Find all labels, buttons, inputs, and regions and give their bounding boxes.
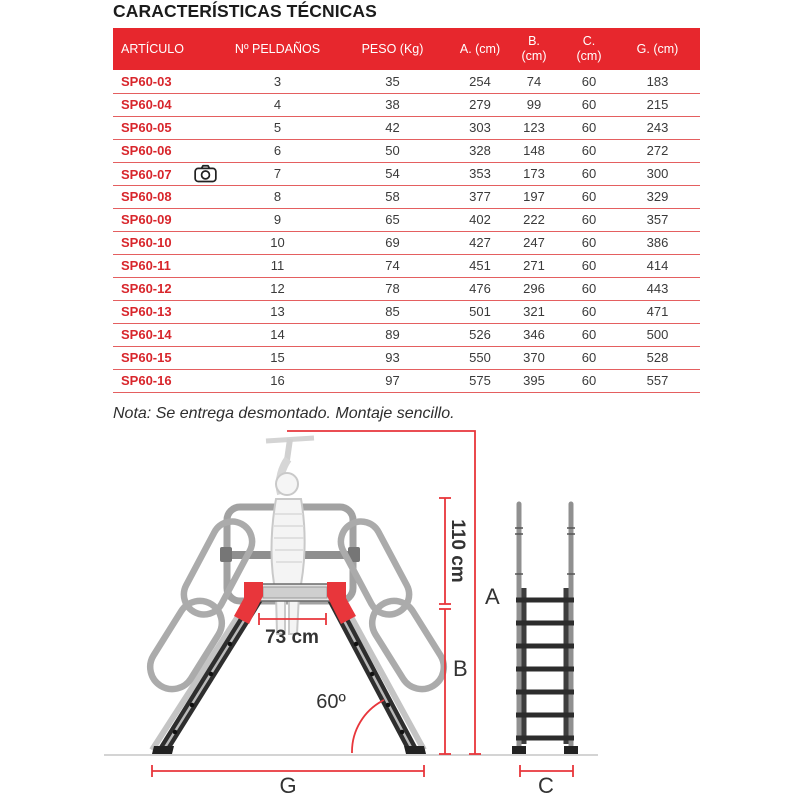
cell-a: 353 xyxy=(455,162,505,185)
table-row xyxy=(113,254,700,277)
cell-b: 173 xyxy=(505,162,563,185)
cell-a: 328 xyxy=(455,139,505,162)
column-header xyxy=(330,28,455,70)
side-ladder-rungs xyxy=(516,600,574,738)
cell-articulo xyxy=(113,346,225,369)
cell-peso: 93 xyxy=(330,346,455,369)
cell-peso: 97 xyxy=(330,369,455,392)
cell-c: 60 xyxy=(563,139,615,162)
cell-articulo xyxy=(113,254,225,277)
column-header-label: Nº PELDAÑOS xyxy=(234,41,321,56)
cell-g: 386 xyxy=(615,231,700,254)
table-row xyxy=(113,277,700,300)
cell-c: 60 xyxy=(563,116,615,139)
table-row xyxy=(113,323,700,346)
article-code: SP60-11 xyxy=(121,258,171,273)
cell-b: 370 xyxy=(505,346,563,369)
cell-a: 279 xyxy=(455,93,505,116)
cell-g: 357 xyxy=(615,208,700,231)
column-header-label: C. (cm) xyxy=(576,34,602,63)
table-row xyxy=(113,300,700,323)
column-header xyxy=(563,28,615,70)
cell-c: 60 xyxy=(563,254,615,277)
column-header xyxy=(455,28,505,70)
column-header xyxy=(505,28,563,70)
cell-peldanos: 4 xyxy=(225,93,330,116)
cell-b: 222 xyxy=(505,208,563,231)
spec-table xyxy=(113,28,700,393)
cell-articulo xyxy=(113,300,225,323)
column-header xyxy=(225,28,330,70)
assembly-note: Nota: Se entrega desmontado. Montaje sencillo. xyxy=(113,405,455,422)
cell-articulo xyxy=(113,369,225,392)
table-row xyxy=(113,231,700,254)
article-code: SP60-03 xyxy=(121,73,172,89)
ladder-diagram xyxy=(0,428,800,800)
page-title: CARACTERÍSTICAS TÉCNICAS xyxy=(113,1,377,21)
cell-a: 526 xyxy=(455,323,505,346)
cell-c: 60 xyxy=(563,70,615,93)
cell-g: 329 xyxy=(615,185,700,208)
cell-articulo xyxy=(113,93,225,116)
cell-b: 395 xyxy=(505,369,563,392)
cell-peso: 78 xyxy=(330,277,455,300)
table-row xyxy=(113,116,700,139)
article-code: SP60-14 xyxy=(121,327,172,342)
ladder-side-view xyxy=(512,504,578,754)
cell-c: 60 xyxy=(563,185,615,208)
article-code: SP60-12 xyxy=(121,281,172,296)
cell-g: 528 xyxy=(615,346,700,369)
table-row xyxy=(113,70,700,93)
cell-articulo xyxy=(113,70,225,93)
cell-articulo xyxy=(113,323,225,346)
article-code: SP60-04 xyxy=(121,97,172,112)
cell-b: 99 xyxy=(505,93,563,116)
article-code: SP60-10 xyxy=(121,235,172,250)
cell-c: 60 xyxy=(563,300,615,323)
table-row xyxy=(113,185,700,208)
table-row xyxy=(113,139,700,162)
cell-g: 243 xyxy=(615,116,700,139)
cell-b: 74 xyxy=(505,70,563,93)
cell-b: 296 xyxy=(505,277,563,300)
cell-peldanos: 12 xyxy=(225,277,330,300)
cell-peso: 58 xyxy=(330,185,455,208)
cell-peldanos: 11 xyxy=(225,254,330,277)
column-header-label: ARTÍCULO xyxy=(121,41,184,56)
cell-c: 60 xyxy=(563,162,615,185)
cell-a: 550 xyxy=(455,346,505,369)
camera-icon[interactable] xyxy=(194,164,217,183)
cell-b: 247 xyxy=(505,231,563,254)
cell-peldanos: 6 xyxy=(225,139,330,162)
cell-peso: 50 xyxy=(330,139,455,162)
cell-peldanos: 14 xyxy=(225,323,330,346)
cell-a: 427 xyxy=(455,231,505,254)
article-code: SP60-05 xyxy=(121,120,172,135)
cell-c: 60 xyxy=(563,323,615,346)
cell-a: 451 xyxy=(455,254,505,277)
cell-c: 60 xyxy=(563,346,615,369)
dim-b-label: B xyxy=(453,656,468,681)
article-code: SP60-08 xyxy=(121,189,172,204)
dim-c-label: C xyxy=(538,773,554,798)
cell-g: 183 xyxy=(615,70,700,93)
cell-g: 443 xyxy=(615,277,700,300)
cell-c: 60 xyxy=(563,93,615,116)
article-code: SP60-13 xyxy=(121,304,172,319)
cell-g: 471 xyxy=(615,300,700,323)
cell-articulo xyxy=(113,185,225,208)
cell-b: 148 xyxy=(505,139,563,162)
cell-peldanos: 15 xyxy=(225,346,330,369)
cell-peldanos: 5 xyxy=(225,116,330,139)
header-row xyxy=(113,28,700,70)
cell-peso: 69 xyxy=(330,231,455,254)
column-header-label: G. (cm) xyxy=(636,41,679,56)
cell-b: 197 xyxy=(505,185,563,208)
cell-peso: 35 xyxy=(330,70,455,93)
cell-b: 271 xyxy=(505,254,563,277)
cell-g: 500 xyxy=(615,323,700,346)
cell-b: 123 xyxy=(505,116,563,139)
article-code: SP60-09 xyxy=(121,212,172,227)
table-header xyxy=(113,28,700,70)
cell-peldanos: 16 xyxy=(225,369,330,392)
table-row xyxy=(113,208,700,231)
cell-g: 272 xyxy=(615,139,700,162)
cell-g: 414 xyxy=(615,254,700,277)
cell-peso: 54 xyxy=(330,162,455,185)
cell-c: 60 xyxy=(563,369,615,392)
cell-a: 402 xyxy=(455,208,505,231)
cell-peso: 74 xyxy=(330,254,455,277)
angle-label: 60º xyxy=(316,691,346,713)
article-code: SP60-15 xyxy=(121,350,172,365)
cell-articulo xyxy=(113,116,225,139)
cell-a: 476 xyxy=(455,277,505,300)
dim-73-label: 73 cm xyxy=(265,627,319,648)
cell-articulo xyxy=(113,277,225,300)
cell-g: 300 xyxy=(615,162,700,185)
cell-peso: 85 xyxy=(330,300,455,323)
column-header xyxy=(113,28,225,70)
article-code: SP60-06 xyxy=(121,143,172,158)
cell-peso: 65 xyxy=(330,208,455,231)
cell-peso: 89 xyxy=(330,323,455,346)
cell-a: 377 xyxy=(455,185,505,208)
cell-a: 575 xyxy=(455,369,505,392)
table-row xyxy=(113,93,700,116)
cell-peldanos: 8 xyxy=(225,185,330,208)
cell-peldanos: 13 xyxy=(225,300,330,323)
cell-g: 557 xyxy=(615,369,700,392)
cell-a: 501 xyxy=(455,300,505,323)
table-body xyxy=(113,70,700,392)
dim-110-label: 110 cm xyxy=(447,519,468,583)
cell-articulo xyxy=(113,208,225,231)
article-code: SP60-07 xyxy=(121,167,172,182)
cell-articulo xyxy=(113,139,225,162)
cell-g: 215 xyxy=(615,93,700,116)
angle-arc xyxy=(352,700,384,753)
ladder-front-view xyxy=(142,438,452,754)
column-header xyxy=(615,28,700,70)
table-row xyxy=(113,162,700,185)
person-figure xyxy=(266,438,314,634)
cell-b: 346 xyxy=(505,323,563,346)
dim-a-label: A xyxy=(485,584,500,609)
cell-c: 60 xyxy=(563,208,615,231)
cell-b: 321 xyxy=(505,300,563,323)
cell-peldanos: 3 xyxy=(225,70,330,93)
cell-peso: 38 xyxy=(330,93,455,116)
article-code: SP60-16 xyxy=(121,373,172,388)
cell-peldanos: 10 xyxy=(225,231,330,254)
column-header-label: A. (cm) xyxy=(459,41,501,56)
cell-a: 303 xyxy=(455,116,505,139)
cell-peldanos: 9 xyxy=(225,208,330,231)
cell-peldanos: 7 xyxy=(225,162,330,185)
column-header-label: B. (cm) xyxy=(521,34,547,63)
cell-peso: 42 xyxy=(330,116,455,139)
cell-articulo xyxy=(113,231,225,254)
cell-c: 60 xyxy=(563,277,615,300)
dim-g-label: G xyxy=(279,773,297,798)
column-header-label: PESO (Kg) xyxy=(361,41,424,56)
cell-a: 254 xyxy=(455,70,505,93)
table-row xyxy=(113,346,700,369)
table-row xyxy=(113,369,700,392)
cell-c: 60 xyxy=(563,231,615,254)
cell-articulo xyxy=(113,162,225,185)
